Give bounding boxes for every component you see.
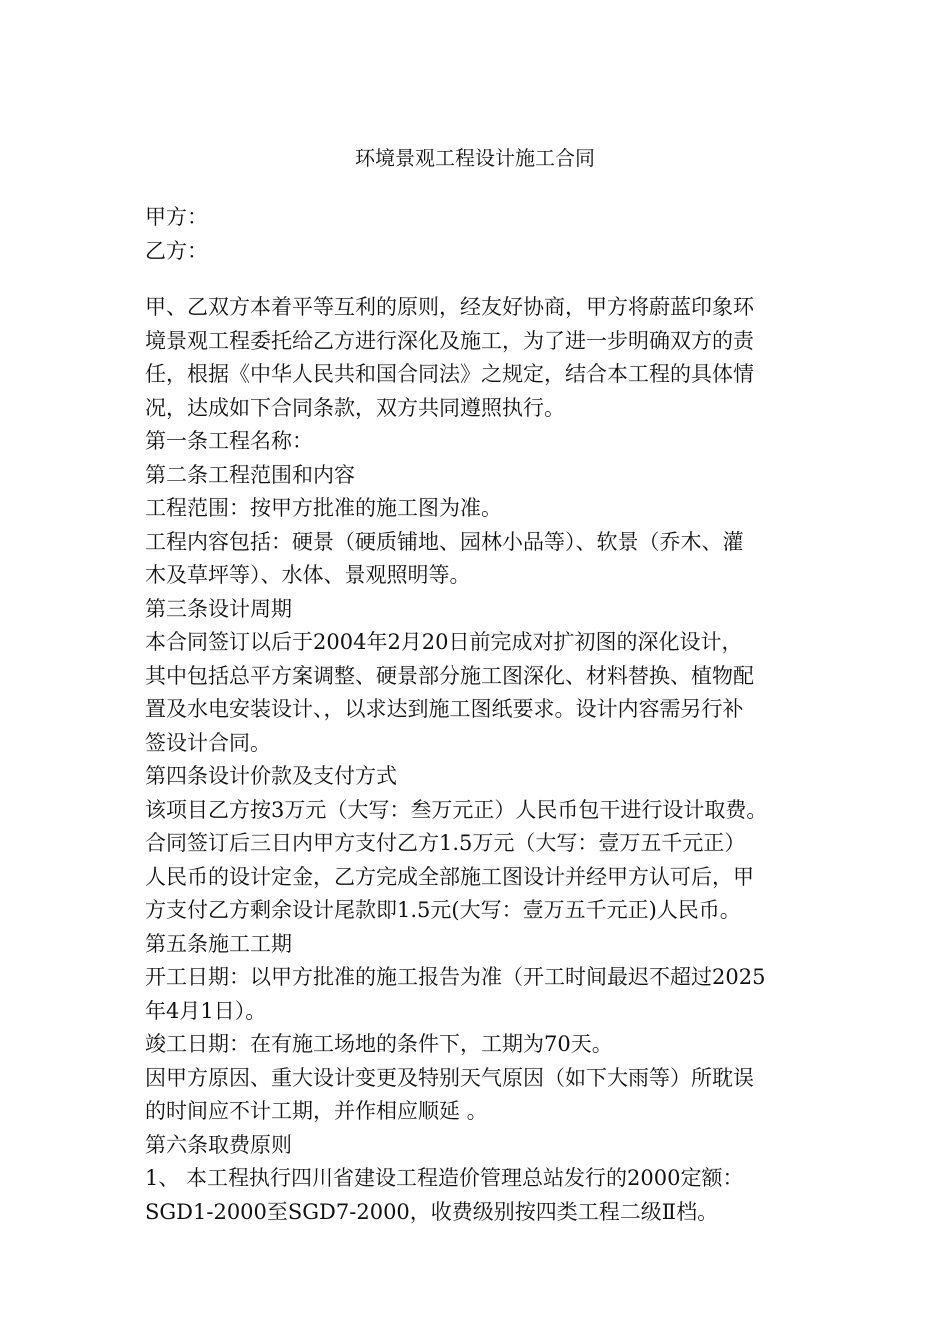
text-line: 置及水电安装设计、，以求达到施工图纸要求。设计内容需另行补 <box>145 697 744 721</box>
text-line: 任，根据《中华人民共和国合同法》之规定，结合本工程的具体情 <box>145 362 754 386</box>
text-line: 境景观工程委托给乙方进行深化及施工，为了进一步明确双方的责 <box>145 328 754 353</box>
text-line: 第二条工程范围和内容 <box>145 462 355 487</box>
text-line: 况，达成如下合同条款，双方共同遵照执行。 <box>145 395 565 420</box>
document-text-lines <box>145 291 815 1229</box>
party-a-label: 甲方： <box>145 205 208 229</box>
text-line: 因甲方原因、重大设计变更及特别天气原因（如下大雨等）所耽误 <box>145 1065 754 1090</box>
text-line: 1、 本工程执行四川省建设工程造价管理总站发行的2000定额： <box>145 1166 744 1190</box>
text-line: 其中包括总平方案调整、硬景部分施工图深化、材料替换、植物配 <box>145 663 754 688</box>
document-body <box>145 201 815 1229</box>
text-line: 的时间应不计工期，并作相应顺延 。 <box>145 1099 488 1123</box>
text-line: 工程内容包括：硬景（硬质铺地、园林小品等）、软景（乔木、灌 <box>145 529 744 554</box>
text-line: 第四条设计价款及支付方式 <box>145 764 397 788</box>
text-line: 竣工日期：在有施工场地的条件下，工期为70天。 <box>145 1032 613 1056</box>
text-line: 合同签订后三日内甲方支付乙方1.5万元（大写：壹万五千元正） <box>145 831 746 855</box>
text-line: 年4月1日）。 <box>145 998 267 1023</box>
document-title: 环境景观工程设计施工合同 <box>355 146 595 170</box>
text-line: 木及草坪等）、水体、景观照明等。 <box>145 563 471 587</box>
text-line: 本合同签订以后于2004年2月20日前完成对扩初图的深化设计， <box>145 630 743 654</box>
text-line: 第一条工程名称： <box>145 429 313 453</box>
text-line: 工程范围：按甲方批准的施工图为准。 <box>145 496 502 520</box>
text-line: 开工日期：以甲方批准的施工报告为准（开工时间最迟不超过2025 <box>145 965 766 989</box>
party-b-label: 乙方： <box>145 238 208 263</box>
text-line: 该项目乙方按3万元（大写：叁万元正）人民币包干进行设计取费。 <box>145 797 768 822</box>
paragraph-gap <box>145 268 815 291</box>
text-line: 甲、乙双方本着平等互利的原则，经友好协商，甲方将蔚蓝印象环 <box>145 295 754 319</box>
text-line: 方支付乙方剩余设计尾款即1.5元(大写：壹万五千元正)人民币。 <box>145 898 741 922</box>
text-line: 第五条施工工期 <box>145 931 292 956</box>
text-line: 第六条取费原则 <box>145 1132 292 1157</box>
text-line: SGD1-2000至SGD7-2000，收费级别按四类工程二级Ⅱ档。 <box>145 1199 719 1224</box>
text-line: 人民币的设计定金，乙方完成全部施工图设计并经甲方认可后，甲 <box>145 864 754 889</box>
text-line: 签设计合同。 <box>145 730 271 755</box>
text-line: 第三条设计周期 <box>145 596 292 621</box>
